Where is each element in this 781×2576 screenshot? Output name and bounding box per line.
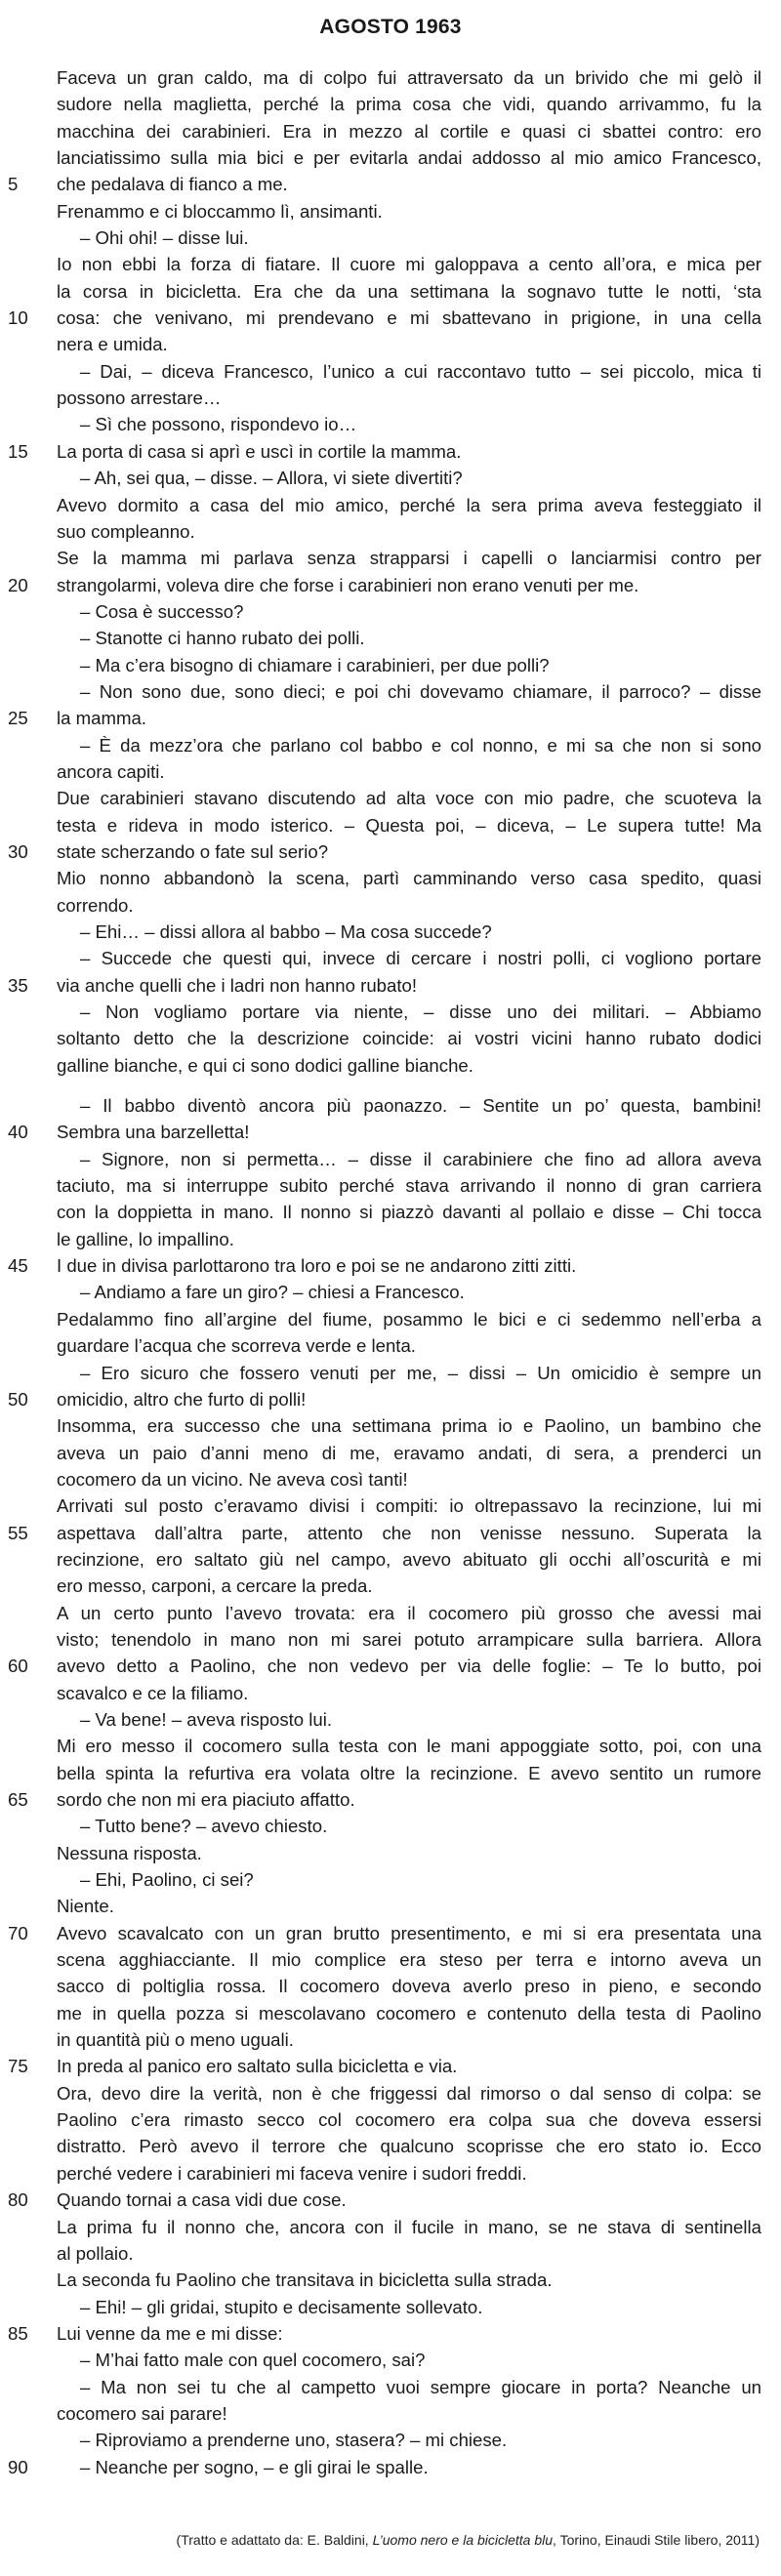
text-line xyxy=(0,1653,781,1679)
line-text: – Dai, – diceva Francesco, l’unico a cui raccontavo tutto – sei piccolo, mica ti xyxy=(80,360,761,382)
line-text: con la doppietta in mano. Il nonno si piazzò davanti al pollaio e disse – Chi tocca xyxy=(57,1202,761,1223)
line-text: lanciatissimo sulla mia bici e per evitarla andai addosso al mio amico Francesco, xyxy=(57,147,761,169)
text-line xyxy=(0,1680,781,1706)
text-line xyxy=(0,411,781,437)
line-text: Arrivati sul posto c’eravamo divisi i compiti: io oltrepassavo la recinzione, lui mi xyxy=(57,1495,761,1517)
line-text: aspettava dall’altra parte, attento che non venisse nessuno. Superata la xyxy=(57,1522,761,1543)
line-text: aveva un paio d’anni meno di me, eravamo andati, di sera, a prenderci un xyxy=(57,1442,761,1463)
line-text: recinzione, ero saltato giù nel campo, avevo abituato gli occhi all’oscurità e mi xyxy=(57,1548,761,1570)
text-line xyxy=(0,1786,781,1813)
text-line xyxy=(0,2000,781,2026)
text-line xyxy=(0,1626,781,1653)
text-line xyxy=(0,251,781,277)
line-text: – Ehi, Paolino, ci sei? xyxy=(80,1869,254,1891)
text-line xyxy=(0,2133,781,2159)
text-line xyxy=(0,2106,781,2133)
text-line xyxy=(0,1119,781,1145)
line-text: nera e umida. xyxy=(57,334,168,355)
line-text: le galline, lo impallino. xyxy=(57,1228,234,1249)
text-line xyxy=(0,1466,781,1492)
line-text: Faceva un gran caldo, ma di colpo fui attraversato da un brivido che mi gelò il xyxy=(57,67,761,88)
text-line xyxy=(0,331,781,357)
text-line xyxy=(0,1813,781,1839)
line-text: Lui venne da me e mi disse: xyxy=(57,2322,283,2344)
line-text: Quando tornai a casa vidi due cose. xyxy=(57,2189,347,2211)
line-text: strangolarmi, voleva dire che forse i carabinieri non erano venuti per me. xyxy=(57,574,639,595)
line-text: Mio nonno abbandonò la scena, partì camminando verso casa spedito, quasi xyxy=(57,868,761,889)
line-number: 40 xyxy=(8,1122,28,1143)
line-text: – Ma non sei tu che al campetto vuoi sempre giocare in porta? Neanche un xyxy=(80,2376,761,2397)
paragraph-gap xyxy=(0,1079,781,1092)
line-number: 75 xyxy=(8,2056,28,2077)
line-number: 50 xyxy=(8,1388,28,1410)
text-line xyxy=(0,1092,781,1119)
line-number: 90 xyxy=(8,2456,28,2477)
line-text: Paolino c’era rimasto secco col cocomero era colpa sua che doveva essersi xyxy=(57,2109,761,2131)
line-text: via anche quelli che i ladri non hanno rubato! xyxy=(57,974,418,996)
text-line xyxy=(0,1760,781,1786)
line-text: – Non sono due, sono dieci; e poi chi dovevamo chiamare, il parroco? – disse xyxy=(80,680,761,702)
text-line xyxy=(0,1052,781,1079)
source-suffix: , Torino, Einaudi Stile libero, 2011) xyxy=(553,2532,760,2548)
text-line xyxy=(0,1332,781,1359)
line-text: – M’hai fatto male con quel cocomero, sai? xyxy=(80,2350,426,2371)
line-text: La porta di casa si aprì e uscì in cortile la mamma. xyxy=(57,440,462,462)
line-text: cosa: che venivano, mi prendevano e mi sbattevano in prigione, in una cella xyxy=(57,307,761,329)
line-text: Insomma, era successo che una settimana prima io e Paolino, un bambino che xyxy=(57,1415,761,1437)
text-line xyxy=(0,118,781,144)
text-line xyxy=(0,1600,781,1626)
text-line xyxy=(0,705,781,731)
text-line xyxy=(0,438,781,465)
line-text: – Ehi… – dissi allora al babbo – Ma cosa succede? xyxy=(80,921,492,942)
text-line xyxy=(0,198,781,225)
line-text: testa e rideva in modo isterico. – Questa poi, – diceva, – Le supera tutte! Ma xyxy=(57,814,761,836)
text-line xyxy=(0,919,781,945)
text-line xyxy=(0,385,781,411)
text-line xyxy=(0,225,781,251)
line-text: – Signore, non si permetta… – disse il carabiniere che fino ad allora aveva xyxy=(80,1148,761,1169)
text-line xyxy=(0,1866,781,1893)
story-text xyxy=(0,64,781,2480)
text-line xyxy=(0,812,781,838)
text-line xyxy=(0,2454,781,2480)
line-text: La seconda fu Paolino che transitava in bicicletta sulla strada. xyxy=(57,2269,553,2291)
text-line xyxy=(0,1520,781,1546)
text-line xyxy=(0,1146,781,1172)
text-line xyxy=(0,838,781,865)
line-text: me in quella pozza si mescolavano cocomero e contenuto della testa di Paolino xyxy=(57,2002,761,2024)
line-text: suo compleanno. xyxy=(57,520,195,542)
line-text: – Ohi ohi! – disse lui. xyxy=(80,227,249,249)
line-text: perché vedere i carabinieri mi faceva venire i sudori freddi. xyxy=(57,2162,527,2184)
text-line xyxy=(0,999,781,1025)
line-text: – Cosa è successo? xyxy=(80,600,244,622)
line-text: che pedalava di fianco a me. xyxy=(57,174,288,195)
line-text: – Il babbo diventò ancora più paonazzo. – Sentite un po’ questa, bambini! xyxy=(80,1095,761,1117)
text-line xyxy=(0,1573,781,1599)
line-number: 30 xyxy=(8,840,28,862)
text-line xyxy=(0,171,781,197)
text-line xyxy=(0,2267,781,2293)
line-text: al pollaio. xyxy=(57,2242,134,2264)
line-text: in quantità più o meno uguali. xyxy=(57,2029,294,2051)
line-text: Sembra una barzelletta! xyxy=(57,1122,250,1143)
text-line xyxy=(0,305,781,331)
line-text: ero messo, carponi, a cercare la preda. xyxy=(57,1575,373,1597)
line-text: possono arrestare… xyxy=(57,388,222,409)
line-text: correndo. xyxy=(57,894,134,916)
text-line xyxy=(0,1252,781,1279)
text-line xyxy=(0,2320,781,2347)
source-prefix: (Tratto e adattato da: E. Baldini, xyxy=(176,2532,373,2548)
text-line xyxy=(0,598,781,625)
text-line xyxy=(0,1360,781,1386)
text-line xyxy=(0,358,781,385)
line-text: – Tutto bene? – avevo chiesto. xyxy=(80,1816,328,1837)
line-number: 55 xyxy=(8,1522,28,1543)
text-line xyxy=(0,1172,781,1199)
text-line xyxy=(0,572,781,598)
line-text: In preda al panico ero saltato sulla bicicletta e via. xyxy=(57,2056,458,2077)
line-text: I due in divisa parlottarono tra loro e poi se ne andarono zitti zitti. xyxy=(57,1255,577,1277)
line-text: – Ma c’era bisogno di chiamare i carabinieri, per due polli? xyxy=(80,654,550,675)
line-number: 25 xyxy=(8,708,28,729)
text-line xyxy=(0,2294,781,2320)
text-line xyxy=(0,2374,781,2400)
line-number: 80 xyxy=(8,2189,28,2211)
text-line xyxy=(0,1440,781,1466)
line-text: Avevo scavalcato con un gran brutto presentimento, e mi si era presentata una xyxy=(57,1922,761,1943)
line-text: Mi ero messo il cocomero sulla testa con le mani appoggiate sotto, poi, con una xyxy=(57,1736,761,1757)
line-text: taciuto, ma si interruppe subito perché stava arrivando il nonno di gran carriera xyxy=(57,1175,761,1197)
line-number: 35 xyxy=(8,974,28,996)
line-number: 20 xyxy=(8,574,28,595)
line-text: ancora capiti. xyxy=(57,760,165,782)
text-line xyxy=(0,2026,781,2053)
line-text: – Ero sicuro che fossero venuti per me, – dissi – Un omicidio è sempre un xyxy=(80,1362,761,1383)
line-text: bella spinta la refurtiva era volata oltre la recinzione. E avevo sentito un rumore xyxy=(57,1762,761,1783)
text-line xyxy=(0,465,781,491)
line-number: 85 xyxy=(8,2322,28,2344)
text-line xyxy=(0,2214,781,2240)
line-text: la corsa in bicicletta. Era che da una settimana la sognavo tutte le notti, ‘sta xyxy=(57,280,761,302)
text-line xyxy=(0,278,781,305)
line-number: 70 xyxy=(8,1922,28,1943)
text-line xyxy=(0,545,781,571)
line-text: soltanto detto che la descrizione coincide: ai vostri vicini hanno rubato dodici xyxy=(57,1028,761,1049)
text-line xyxy=(0,625,781,651)
line-text: – Sì che possono, rispondevo io… xyxy=(80,414,357,435)
line-number: 10 xyxy=(8,307,28,329)
line-text: scena agghiacciante. Il mio complice era steso per terra e intorno aveva un xyxy=(57,1949,761,1971)
text-line xyxy=(0,1199,781,1225)
line-number: 65 xyxy=(8,1789,28,1810)
text-line xyxy=(0,1386,781,1412)
text-line xyxy=(0,732,781,758)
line-text: galline bianche, e qui ci sono dodici galline bianche. xyxy=(57,1054,473,1076)
text-line xyxy=(0,1412,781,1439)
line-number: 5 xyxy=(8,174,19,195)
text-line xyxy=(0,1946,781,1973)
line-text: – Stanotte ci hanno rubato dei polli. xyxy=(80,628,365,649)
line-text: Io non ebbi la forza di fiatare. Il cuore mi galoppava a cento all’ora, e mica per xyxy=(57,254,761,275)
line-text: Nessuna risposta. xyxy=(57,1842,202,1863)
line-text: Niente. xyxy=(57,1896,114,1917)
text-line xyxy=(0,2160,781,2187)
line-text: avevo detto a Paolino, che non vedevo per via delle foglie: – Te lo butto, poi xyxy=(57,1656,761,1677)
line-text: – Non vogliamo portare via niente, – disse uno dei militari. – Abbiamo xyxy=(80,1002,761,1023)
line-text: A un certo punto l’avevo trovata: era il cocomero più grosso che avessi mai xyxy=(57,1602,761,1623)
line-number: 45 xyxy=(8,1255,28,1277)
line-text: cocomero da un vicino. Ne aveva così tanti! xyxy=(57,1468,408,1490)
line-text: – Andiamo a fare un giro? – chiesi a Francesco. xyxy=(80,1282,465,1303)
text-line xyxy=(0,1025,781,1051)
line-text: Pedalammo fino all’argine del fiume, posammo le bici e ci sedemmo nell’erba a xyxy=(57,1308,761,1329)
line-text: Frenammo e ci bloccammo lì, ansimanti. xyxy=(57,200,383,222)
text-line xyxy=(0,1733,781,1759)
text-line xyxy=(0,1306,781,1332)
line-text: Avevo dormito a casa del mio amico, perché la sera prima aveva festeggiato il xyxy=(57,494,761,515)
line-text: omicidio, altro che furto di polli! xyxy=(57,1388,307,1410)
page-title: AGOSTO 1963 xyxy=(319,16,462,38)
line-text: – Neanche per sogno, – e gli girai le spalle. xyxy=(80,2456,429,2477)
line-text: scavalco e ce la filiamo. xyxy=(57,1682,249,1703)
text-line xyxy=(0,945,781,971)
text-line xyxy=(0,1973,781,1999)
text-line xyxy=(0,1226,781,1252)
text-line xyxy=(0,865,781,891)
text-line xyxy=(0,492,781,518)
line-text: visto; tenendolo in mano non mi sarei potuto arrampicare sulla barriera. Allora xyxy=(57,1628,761,1650)
text-line xyxy=(0,1546,781,1573)
line-text: Ora, devo dire la verità, non è che friggessi dal rimorso o dal senso di colpa: se xyxy=(57,2082,761,2104)
text-line xyxy=(0,2347,781,2373)
text-line xyxy=(0,678,781,705)
text-line xyxy=(0,785,781,811)
line-text: state scherzando o fate sul serio? xyxy=(57,840,329,862)
line-text: – Ah, sei qua, – disse. – Allora, vi siete divertiti? xyxy=(80,468,463,489)
line-text: la mamma. xyxy=(57,708,146,729)
text-line xyxy=(0,1492,781,1519)
line-number: 15 xyxy=(8,440,28,462)
text-line xyxy=(0,144,781,171)
text-line xyxy=(0,1920,781,1946)
text-line xyxy=(0,758,781,785)
line-text: sudore nella maglietta, perché la prima cosa che vidi, quando arrivammo, fu la xyxy=(57,94,761,115)
line-text: Due carabinieri stavano discutendo ad alta voce con mio padre, che scuoteva la xyxy=(57,788,761,809)
text-line xyxy=(0,64,781,91)
text-line xyxy=(0,2427,781,2453)
line-text: Se la mamma mi parlava senza strapparsi i capelli o lanciarmisi contro per xyxy=(57,548,761,569)
text-line xyxy=(0,2053,781,2079)
line-text: – Riproviamo a prenderne uno, stasera? – mi chiese. xyxy=(80,2430,508,2451)
text-line xyxy=(0,2240,781,2267)
line-text: – Succede che questi qui, invece di cercare i nostri polli, ci vogliono portare xyxy=(80,948,761,969)
text-line xyxy=(0,1840,781,1866)
line-text: – È da mezz’ora che parlano col babbo e col nonno, e mi sa che non si sono xyxy=(80,734,761,756)
source-work-title: L’uomo nero e la bicicletta blu xyxy=(372,2532,554,2548)
text-line xyxy=(0,2080,781,2106)
line-text: sacco di poltiglia rossa. Il cocomero doveva averlo preso in pieno, e secondo xyxy=(57,1976,761,1997)
source-citation xyxy=(177,2532,760,2548)
text-line xyxy=(0,652,781,678)
line-text: guardare l’acqua che scorreva verde e lenta. xyxy=(57,1335,416,1357)
line-text: cocomero sai parare! xyxy=(57,2402,227,2424)
line-text: sordo che non mi era piaciuto affatto. xyxy=(57,1789,355,1810)
line-text: macchina dei carabinieri. Era in mezzo al cortile e quasi ci sbattei contro: ero xyxy=(57,120,761,142)
text-line xyxy=(0,518,781,545)
line-text: – Va bene! – aveva risposto lui. xyxy=(80,1708,333,1730)
text-line xyxy=(0,2400,781,2427)
line-text: distratto. Però avevo il terrore che qualcuno scoprisse che ero stato io. Ecco xyxy=(57,2136,761,2157)
line-number: 60 xyxy=(8,1656,28,1677)
text-line xyxy=(0,91,781,117)
text-line xyxy=(0,1279,781,1305)
text-line xyxy=(0,2187,781,2213)
line-text: – Ehi! – gli gridai, stupito e decisamente sollevato. xyxy=(80,2296,483,2317)
text-line xyxy=(0,1893,781,1919)
text-line xyxy=(0,972,781,999)
line-text: La prima fu il nonno che, ancora con il fucile in mano, se ne stava di sentinella xyxy=(57,2216,761,2237)
text-line xyxy=(0,1706,781,1733)
text-line xyxy=(0,892,781,919)
